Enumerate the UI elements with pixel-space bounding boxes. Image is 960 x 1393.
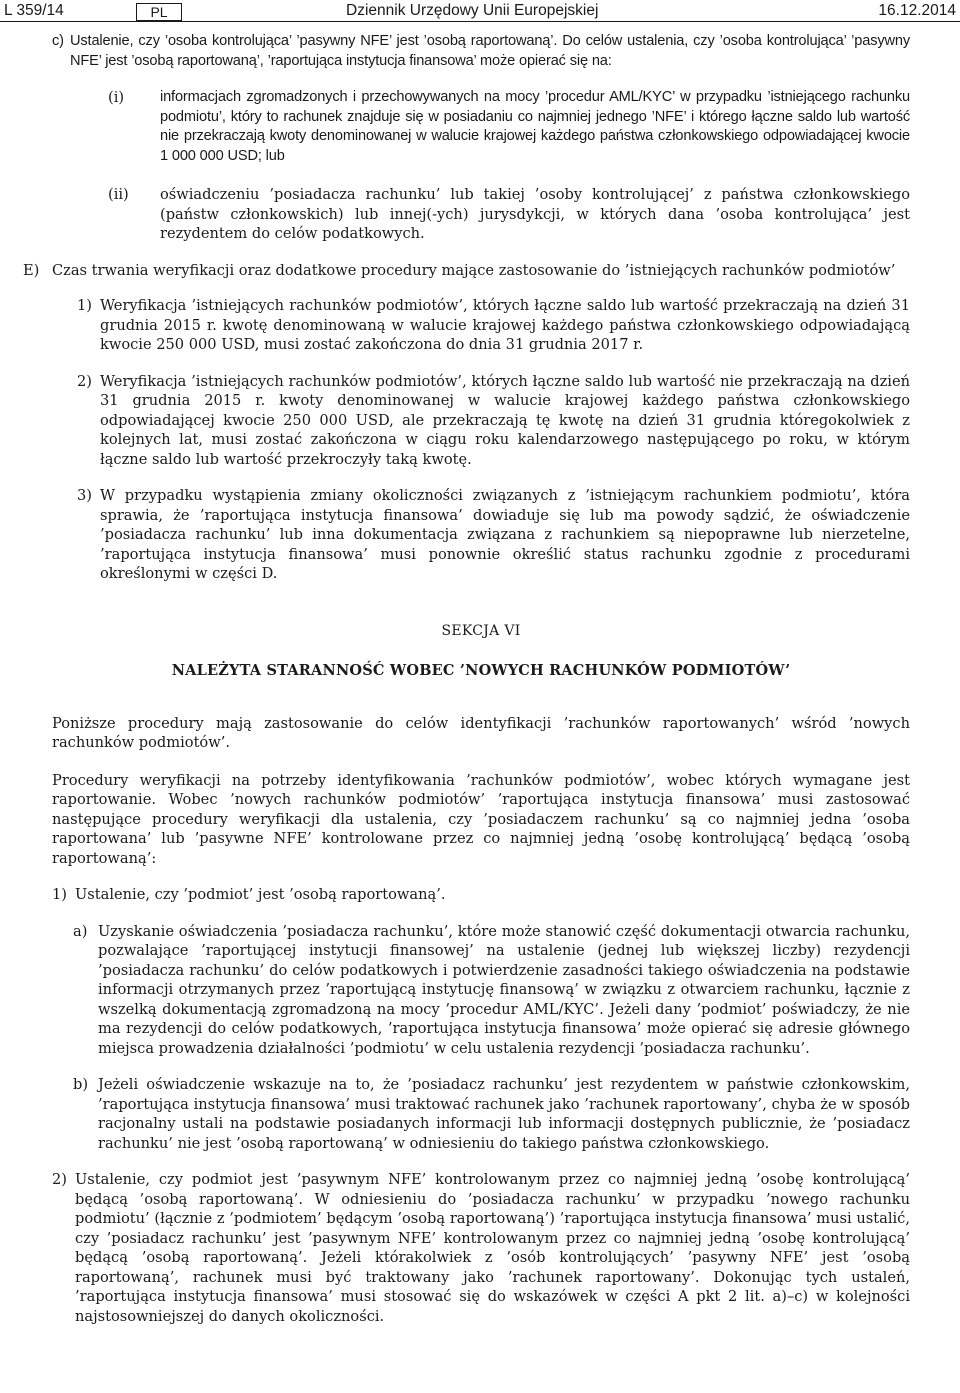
section-label: SEKCJA VI: [441, 622, 521, 639]
list-label: a): [73, 922, 88, 940]
list-label: 3): [77, 487, 92, 504]
list-text: Uzyskanie oświadczenia ’posiadacza rachunku’, które może stanowić część dokumentacji otwarcia rachunku, pozwalające ’raportującej instytucji finansowej’ na ustalenie (jednej lub większej liczby) rezydencji ’posiadacza rachunku’ do celów podatkowych i potwierdzenie zasadności takiego oświadczenia na podstawie informacji otrzymanych przez ’raportującą instytucję finansową’ w związku z otwarciem rachunku, łącznie z wszelką dokumentacją zgromadzoną na mocy ’procedur AML/KYC’. Jeżeli dany ’podmiot’ poświadczy, że nie ma rezydencji do celów podatkowych, ’raportująca instytucja finansowa’ może opierać się adresie głównego miejsca prowadzenia działalności ’podmiotu’ w celu ustalenia rezydencji ’posiadacza rachunku’.: [98, 922, 910, 1057]
list-text: Weryfikacja ’istniejących rachunków podmiotów’, których łączne saldo lub wartość przekraczają na dzień 31 grudnia 2015 r. kwotę denominowaną w walucie krajowej każdego państwa członkowskiego odpowiadającą kwocie 250 000 USD, musi zostać zakończona do dnia 31 grudnia 2017 r.: [100, 297, 910, 353]
list-label: 1): [77, 297, 92, 314]
list-label: c): [52, 33, 64, 49]
list-item-ii: [108, 185, 910, 244]
list-label: (i): [108, 89, 125, 106]
list-item-i: [108, 88, 910, 166]
list-text: Jeżeli oświadczenie wskazuje na to, że ’posiadacz rachunku’ jest rezydentem w państwie członkowskim, ’raportująca instytucja finansowa’ musi traktować rachunek jako ’rachunek raportowany’, chyba że w sposób racjonalny ustali na podstawie posiadanych informacji lub informacji dostępnych publicznie, że ’posiadacz rachunku’ nie jest ’osobą raportowaną’ w odniesieniu do takiego państwa członkowskiego.: [98, 1076, 910, 1152]
list-item-1b: [73, 1075, 910, 1153]
list-label: (ii): [108, 186, 129, 203]
list-text: Ustalenie, czy ’podmiot’ jest ’osobą raportowaną’.: [75, 886, 446, 903]
list-label: 2): [77, 372, 92, 390]
list-item-E3: [77, 486, 910, 584]
list-text: Ustalenie, czy ’osoba kontrolująca’ ’pasywny NFE’ jest ’osobą raportowaną’. Do celów ustalenia, czy ’osoba kontrolująca’ ’pasywny NFE’ jest ’osobą raportowaną’, ’raportująca instytucja finansowa’ może opierać się na:: [70, 33, 910, 69]
list-item-1: [52, 885, 910, 905]
list-label: 2): [52, 1171, 67, 1188]
list-text: W przypadku wystąpienia zmiany okoliczności związanych z ’istniejącym rachunkiem podmiotu’, która sprawia, że ’raportująca instytucja finansowa’ dowiaduje się lub ma powody sądzić, że oświadczenie ’posiadacza rachunku’ lub inna dokumentacja związana z rachunkiem są niepoprawne lub nierzetelne, ’raportująca instytucja finansowa’ musi ponownie określić status rachunku zgodnie z procedurami określonymi w części D.: [100, 487, 910, 582]
document-body: [23, 32, 910, 1326]
language-code-box: PL: [136, 3, 182, 21]
section-title: NALEŻYTA STARANNOŚĆ WOBEC ’NOWYCH RACHUNKÓW PODMIOTÓW’: [171, 662, 791, 679]
list-text: Czas trwania weryfikacji oraz dodatkowe procedury mające zastosowanie do ’istniejących rachunków podmiotów’: [52, 261, 896, 279]
list-text: informacjach zgromadzonych i przechowywanych na mocy ’procedur AML/KYC’ w przypadku ’istniejącego rachunku podmiotu’, który to rachunek znajduje się w posiadaniu co najmniej jednego ’NFE’ i którego łączne saldo lub wartość nie przekraczają kwoty denominowanej w walucie krajowej każdego państwa członkowskiego odpowiadającej kwocie 1 000 000 USD; lub: [160, 89, 910, 164]
list-item-2: [52, 1170, 910, 1326]
publication-date: 16.12.2014: [878, 2, 956, 19]
list-item-c: [52, 32, 910, 71]
intro-paragraph-1: Poniższe procedury mają zastosowanie do celów identyfikacji ’rachunków raportowanych’ wśród ’nowych rachunków podmiotów’.: [52, 714, 910, 751]
list-text: oświadczeniu ’posiadacza rachunku’ lub takiej ’osoby kontrolującej’ z państwa członkowskiego (państw członkowskich) lub innej(-ych) jurysdykcji, w których dana ’osoba kontrolująca’ jest rezydentem do celów podatkowych.: [160, 186, 910, 242]
list-item-E1: [77, 296, 910, 355]
list-text: Weryfikacja ’istniejących rachunków podmiotów’, których łączne saldo lub wartość nie przekraczają na dzień 31 grudnia 2015 r. kwoty denominowanej w walucie krajowej każdego państwa członkowskiego odpowiadającej kwocie 250 000 USD, ale przekraczają tę kwotę na dzień 31 grudnia któregokolwiek z kolejnych lat, musi zostać zakończona w ciągu roku kalendarzowego następującego po roku, w którym łączne saldo lub wartość przekroczyły taką kwotę.: [100, 372, 910, 468]
intro-paragraph-2: Procedury weryfikacji na potrzeby identyfikowania ’rachunków podmiotów’, wobec których wymagane jest raportowanie. Wobec ’nowych rachunków podmiotów’ ’raportująca instytucja finansowa’ musi zastosować następujące procedury weryfikacji dla ustalenia, czy ’posiadaczem rachunku’ są co najmniej jedna ’osoba raportowana’ lub ’pasywne NFE’ kontrolowane przez co najmniej jedną ’osobę kontrolującą’ będącą ’osobą raportowaną’:: [52, 771, 910, 867]
list-label: E): [23, 261, 40, 279]
page-header: [0, 2, 960, 20]
list-label: 1): [52, 886, 67, 903]
list-item-E2: [77, 372, 910, 470]
section-E-heading: [23, 261, 910, 281]
page-reference: L 359/14: [4, 2, 64, 19]
list-text: Ustalenie, czy podmiot jest ’pasywnym NFE’ kontrolowanym przez co najmniej jedną ’osobę kontrolującą’ będącą ’osobą raportowaną’. W odniesieniu do ’posiadacza rachunku’ w przypadku ’nowego rachunku podmiotu’ (łącznie z ’podmiotem’ będącym ’osobą raportowaną’) ’raportująca instytucja finansowa’ musi ustalić, czy ’posiadacz rachunku’ jest ’pasywnym NFE’ kontrolowanym przez co najmniej jedną ’osobę kontrolującą’ będącą ’osobą raportowaną’. Jeżeli którakolwiek z ’osób kontrolujących’ ’pasywny NFE’ jest ’osobą raportowaną’, rachunek musi być traktowany jako ’rachunek raportowany’. Dokonując tych ustaleń, ’raportująca instytucja finansowa’ musi stosować się do wskazówek w części A pkt 2 lit. a)–c) w kolejności najstosowniejszej do danych okoliczności.: [75, 1171, 910, 1325]
list-item-1a: [73, 922, 910, 1059]
header-divider: [0, 21, 960, 22]
journal-title: Dziennik Urzędowy Unii Europejskiej: [346, 2, 599, 19]
list-label: b): [73, 1076, 89, 1093]
